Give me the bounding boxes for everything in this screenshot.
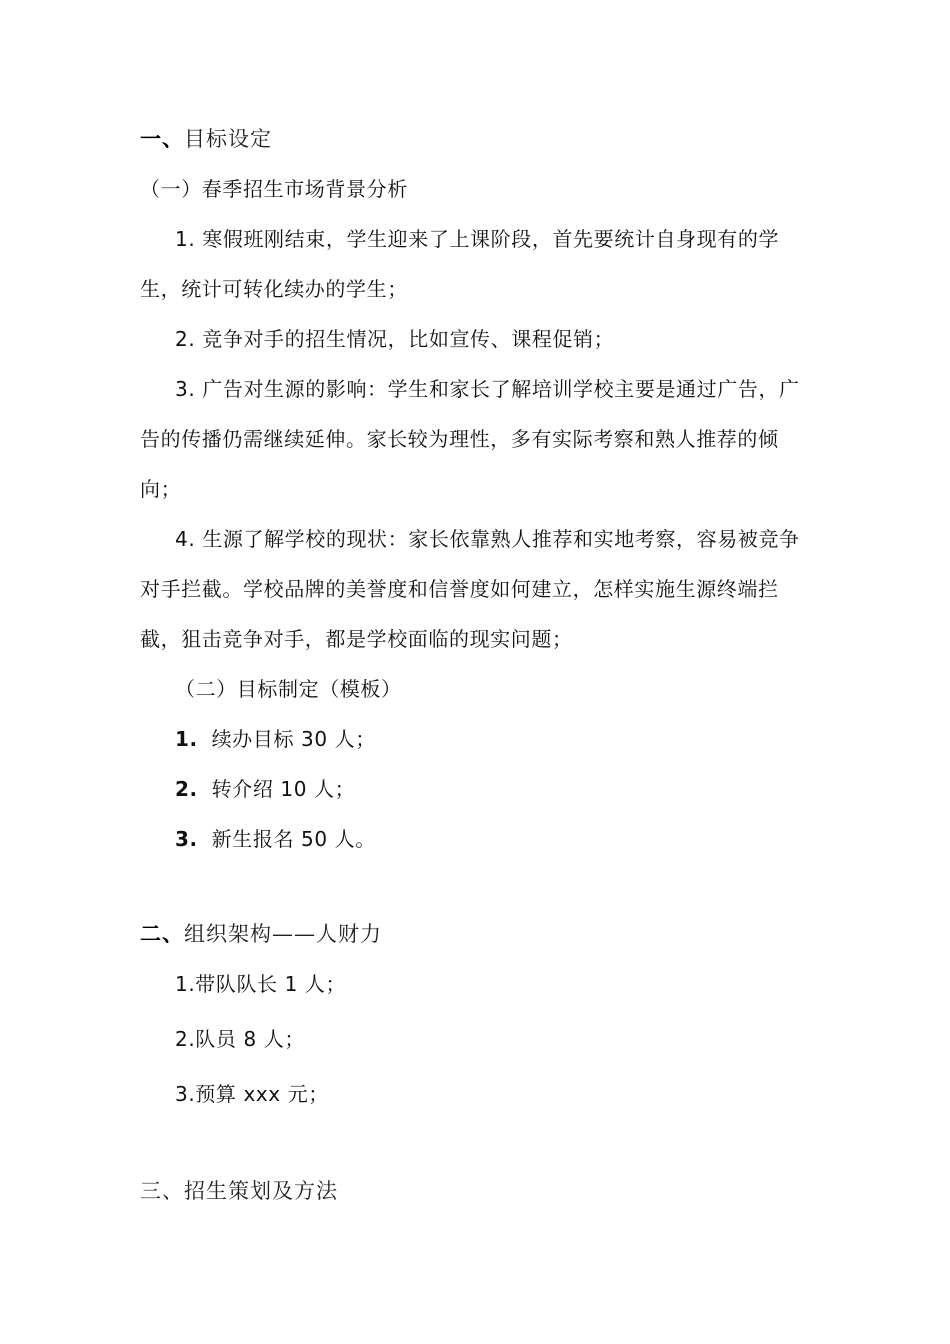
target-text: 新生报名 50 人。 xyxy=(211,827,376,851)
target-number: 1. xyxy=(175,727,198,751)
section-2-number: 二、 xyxy=(140,922,184,946)
section-3-heading: 三、招生策划及方法 xyxy=(140,1179,338,1203)
section-1-title: 目标设定 xyxy=(184,127,272,151)
paragraph-3-line-2: 告的传播仍需继续延伸。家长较为理性，多有实际考察和熟人推荐的倾 xyxy=(140,427,779,451)
section-2-heading xyxy=(140,920,382,948)
paragraph-2-line-1: 2. 竞争对手的招生情况，比如宣传、课程促销； xyxy=(175,327,615,351)
target-number: 2. xyxy=(175,777,198,801)
organization-item: 1.带队队长 1 人； xyxy=(175,972,347,996)
target-number: 3. xyxy=(175,827,198,851)
organization-item: 2.队员 8 人； xyxy=(175,1027,305,1051)
paragraph-3-line-1: 3. 广告对生源的影响：学生和家长了解培训学校主要是通过广告，广 xyxy=(175,377,800,401)
target-item xyxy=(175,725,376,753)
paragraph-1-line-1: 1. 寒假班刚结束，学生迎来了上课阶段，首先要统计自身现有的学 xyxy=(175,227,780,251)
paragraph-1-line-2: 生，统计可转化续办的学生； xyxy=(140,277,408,301)
subsection-1-heading: （一）春季招生市场背景分析 xyxy=(140,177,408,201)
target-item xyxy=(175,775,355,803)
paragraph-4-line-2: 对手拦截。学校品牌的美誉度和信誉度如何建立，怎样实施生源终端拦 xyxy=(140,577,779,601)
section-2-title: 组织架构——人财力 xyxy=(184,922,382,946)
paragraph-4-line-1: 4. 生源了解学校的现状：家长依靠熟人推荐和实地考察，容易被竞争 xyxy=(175,527,800,551)
target-text: 续办目标 30 人； xyxy=(211,727,376,751)
section-1-heading xyxy=(140,125,272,153)
target-text: 转介绍 10 人； xyxy=(211,777,356,801)
target-item xyxy=(175,825,376,853)
section-1-number: 一、 xyxy=(140,127,184,151)
subsection-2-heading: （二）目标制定（模板） xyxy=(175,677,402,701)
paragraph-3-line-3: 向； xyxy=(140,477,182,501)
paragraph-4-line-3: 截，狙击竞争对手，都是学校面临的现实问题； xyxy=(140,627,573,651)
organization-item: 3.预算 xxx 元； xyxy=(175,1082,329,1106)
